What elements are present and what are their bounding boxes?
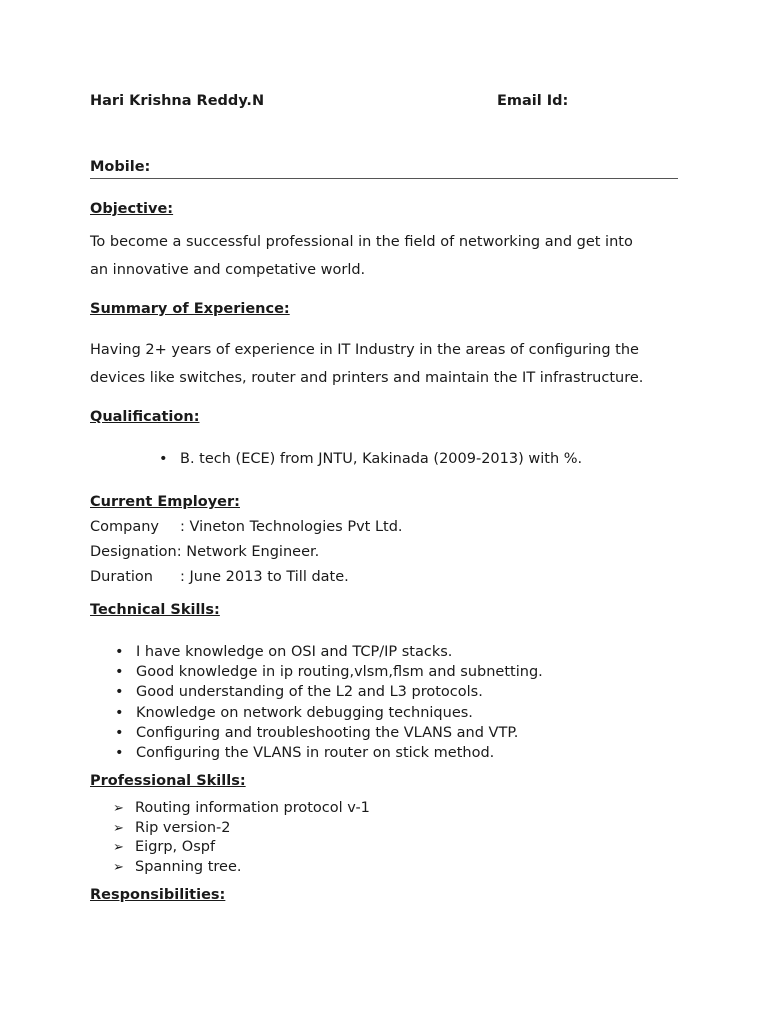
arrow-bullet-icon: ➢ — [113, 840, 124, 855]
technical-skill-item: Configuring the VLANS in router on stick method. — [136, 744, 495, 761]
technical-skill-item: Good understanding of the L2 and L3 protocols. — [136, 684, 483, 701]
employer-value: : Vineton Technologies Pvt Ltd. — [180, 519, 403, 535]
employer-label: Duration — [90, 569, 153, 585]
mobile-label: Mobile: — [90, 159, 151, 175]
list-item — [115, 723, 543, 743]
bullet-icon: • — [115, 724, 124, 741]
bullet-icon: • — [115, 704, 124, 721]
list-item — [115, 743, 543, 763]
objective-line: To become a successful professional in the field of networking and get into — [90, 234, 633, 250]
list-item — [115, 703, 543, 723]
summary-text — [90, 337, 690, 392]
employer-row-designation — [90, 544, 319, 560]
list-item — [113, 819, 370, 839]
professional-skills-list — [113, 799, 370, 877]
bullet-icon: • — [115, 664, 124, 681]
responsibilities-heading: Responsibilities: — [90, 887, 226, 903]
technical-skill-item: Good knowledge in ip routing,vlsm,flsm and subnetting. — [136, 664, 543, 681]
technical-skills-heading: Technical Skills: — [90, 602, 220, 618]
technical-skill-item: I have knowledge on OSI and TCP/IP stacks. — [136, 644, 453, 660]
employer-value: : June 2013 to Till date. — [180, 569, 349, 585]
list-item — [113, 838, 370, 858]
list-item — [113, 858, 370, 878]
arrow-bullet-icon: ➢ — [113, 820, 124, 836]
professional-skill-item: Rip version-2 — [135, 819, 231, 836]
bullet-icon: • — [159, 451, 168, 467]
employer-row-company — [90, 519, 403, 535]
objective-line: an innovative and competative world. — [90, 261, 366, 278]
bullet-icon: • — [115, 744, 124, 761]
employer-heading: Current Employer: — [90, 494, 240, 510]
arrow-bullet-icon: ➢ — [113, 801, 124, 816]
professional-skill-item: Routing information protocol v-1 — [135, 800, 370, 816]
summary-heading: Summary of Experience: — [90, 301, 290, 317]
header-divider — [90, 178, 678, 179]
employer-label: Company — [90, 519, 159, 535]
employer-value: : Network Engineer. — [176, 544, 320, 560]
employer-row-duration — [90, 569, 349, 585]
list-item — [115, 682, 543, 702]
summary-line: devices like switches, router and printers and maintain the IT infrastructure. — [90, 369, 644, 386]
professional-skill-item: Spanning tree. — [135, 858, 242, 875]
bullet-icon: • — [115, 644, 124, 660]
technical-skill-item: Configuring and troubleshooting the VLANS and VTP. — [136, 724, 519, 741]
qualification-item: B. tech (ECE) from JNTU, Kakinada (2009-2013) with %. — [180, 451, 583, 467]
bullet-icon: • — [115, 684, 124, 701]
arrow-bullet-icon: ➢ — [113, 859, 124, 875]
professional-skills-heading: Professional Skills: — [90, 773, 246, 789]
technical-skills-list — [115, 642, 543, 763]
technical-skill-item: Knowledge on network debugging techniques. — [136, 704, 473, 721]
email-label: Email Id: — [497, 93, 569, 109]
professional-skill-item: Eigrp, Ospf — [135, 839, 216, 855]
qualification-list — [159, 449, 583, 469]
list-item — [113, 799, 370, 819]
candidate-name: Hari Krishna Reddy.N — [90, 93, 265, 109]
summary-line: Having 2+ years of experience in IT Industry in the areas of configuring the — [90, 342, 639, 358]
objective-heading: Objective: — [90, 201, 174, 217]
objective-text — [90, 229, 690, 284]
list-item — [115, 662, 543, 682]
list-item — [159, 449, 583, 469]
qualification-heading: Qualification: — [90, 409, 200, 425]
list-item — [115, 642, 543, 662]
employer-label: Designation — [90, 544, 177, 560]
